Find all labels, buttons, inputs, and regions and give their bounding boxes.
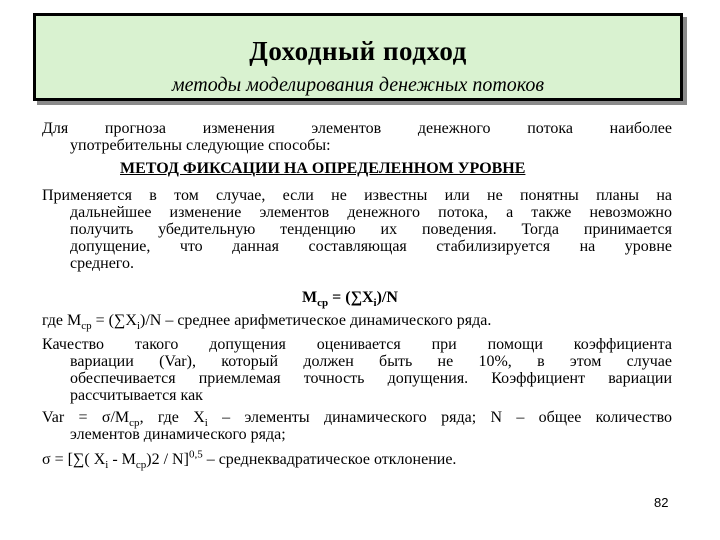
page-number: 82 [654,495,669,510]
sigma-sub1: i [105,459,109,472]
applies-line-3: получить убедительную тенденцию их поведения. Тогда принимается [70,221,672,238]
sigma-d: – среднеквадратическое отклонение. [202,451,457,468]
quality-line-1: Качество такого допущения оценивается при помощи коэффициента [42,336,672,353]
sigma-b: - M [108,451,136,468]
mean-formula [302,289,398,310]
where-sub2: i [136,320,140,333]
sigma-a: σ = [∑( X [42,451,106,468]
formula-x-sub: i [373,297,377,310]
where-prefix: где M [42,312,82,329]
sigma-sub2: ср [135,459,147,472]
applies-line-4: допущение, что данная составляющая стабилизируется на уровне [70,238,672,255]
slide-subtitle: методы моделирования денежных потоков [171,74,545,96]
formula-m: M [302,289,318,306]
formula-rhs: )/N [376,289,398,306]
formula-eq: = ( [328,289,351,306]
sum-symbol: ∑ [350,289,362,306]
applies-line-5: среднего. [70,255,134,272]
where-sub: ср [81,320,92,333]
quality-line-3: обеспечивается приемлемая точность допущения. Коэффициент вариации [70,370,672,387]
intro-line-2: употребительны следующие способы: [70,137,331,154]
method-heading: МЕТОД ФИКСАЦИИ НА ОПРЕДЕЛЕННОМ УРОВНЕ [120,160,526,177]
where-suffix: )/N – среднее арифметическое динамического ряда. [140,312,492,329]
formula-m-sub: ср [317,297,329,310]
var-b: , где X [139,409,205,426]
var-a: Var = σ/M [42,409,130,426]
var-paragraph [42,409,672,443]
applies-paragraph [42,187,672,272]
intro-line-1: Для прогноза изменения элементов денежного потока наиболее [42,120,672,137]
var-sub2: i [204,417,208,430]
applies-line-1: Применяется в том случае, если не известны или не понятны планы на [42,187,672,204]
var-c: – элементы динамического ряда; N – общее количество [207,409,673,426]
applies-line-2: дальнейшее изменение элементов денежного потока, а также невозможно [70,204,672,221]
where-line [42,312,672,333]
sigma-c: )2 / N] [146,451,189,468]
where-mid: = (∑X [91,312,137,329]
quality-line-2: вариации (Var), который должен быть не 10%, в этом случае [70,353,672,370]
formula-x: X [361,289,374,306]
quality-paragraph [42,336,672,404]
quality-line-4: рассчитывается как [70,387,203,404]
var-line-2: элементов динамического ряда; [70,426,286,443]
title-box [33,13,683,101]
var-line-1 [42,409,673,430]
slide-title: Доходный подход [249,36,467,66]
sigma-sup: 0,5 [188,448,203,461]
intro-paragraph [42,120,672,154]
sigma-line [42,448,672,472]
var-sub: ср [129,417,140,430]
